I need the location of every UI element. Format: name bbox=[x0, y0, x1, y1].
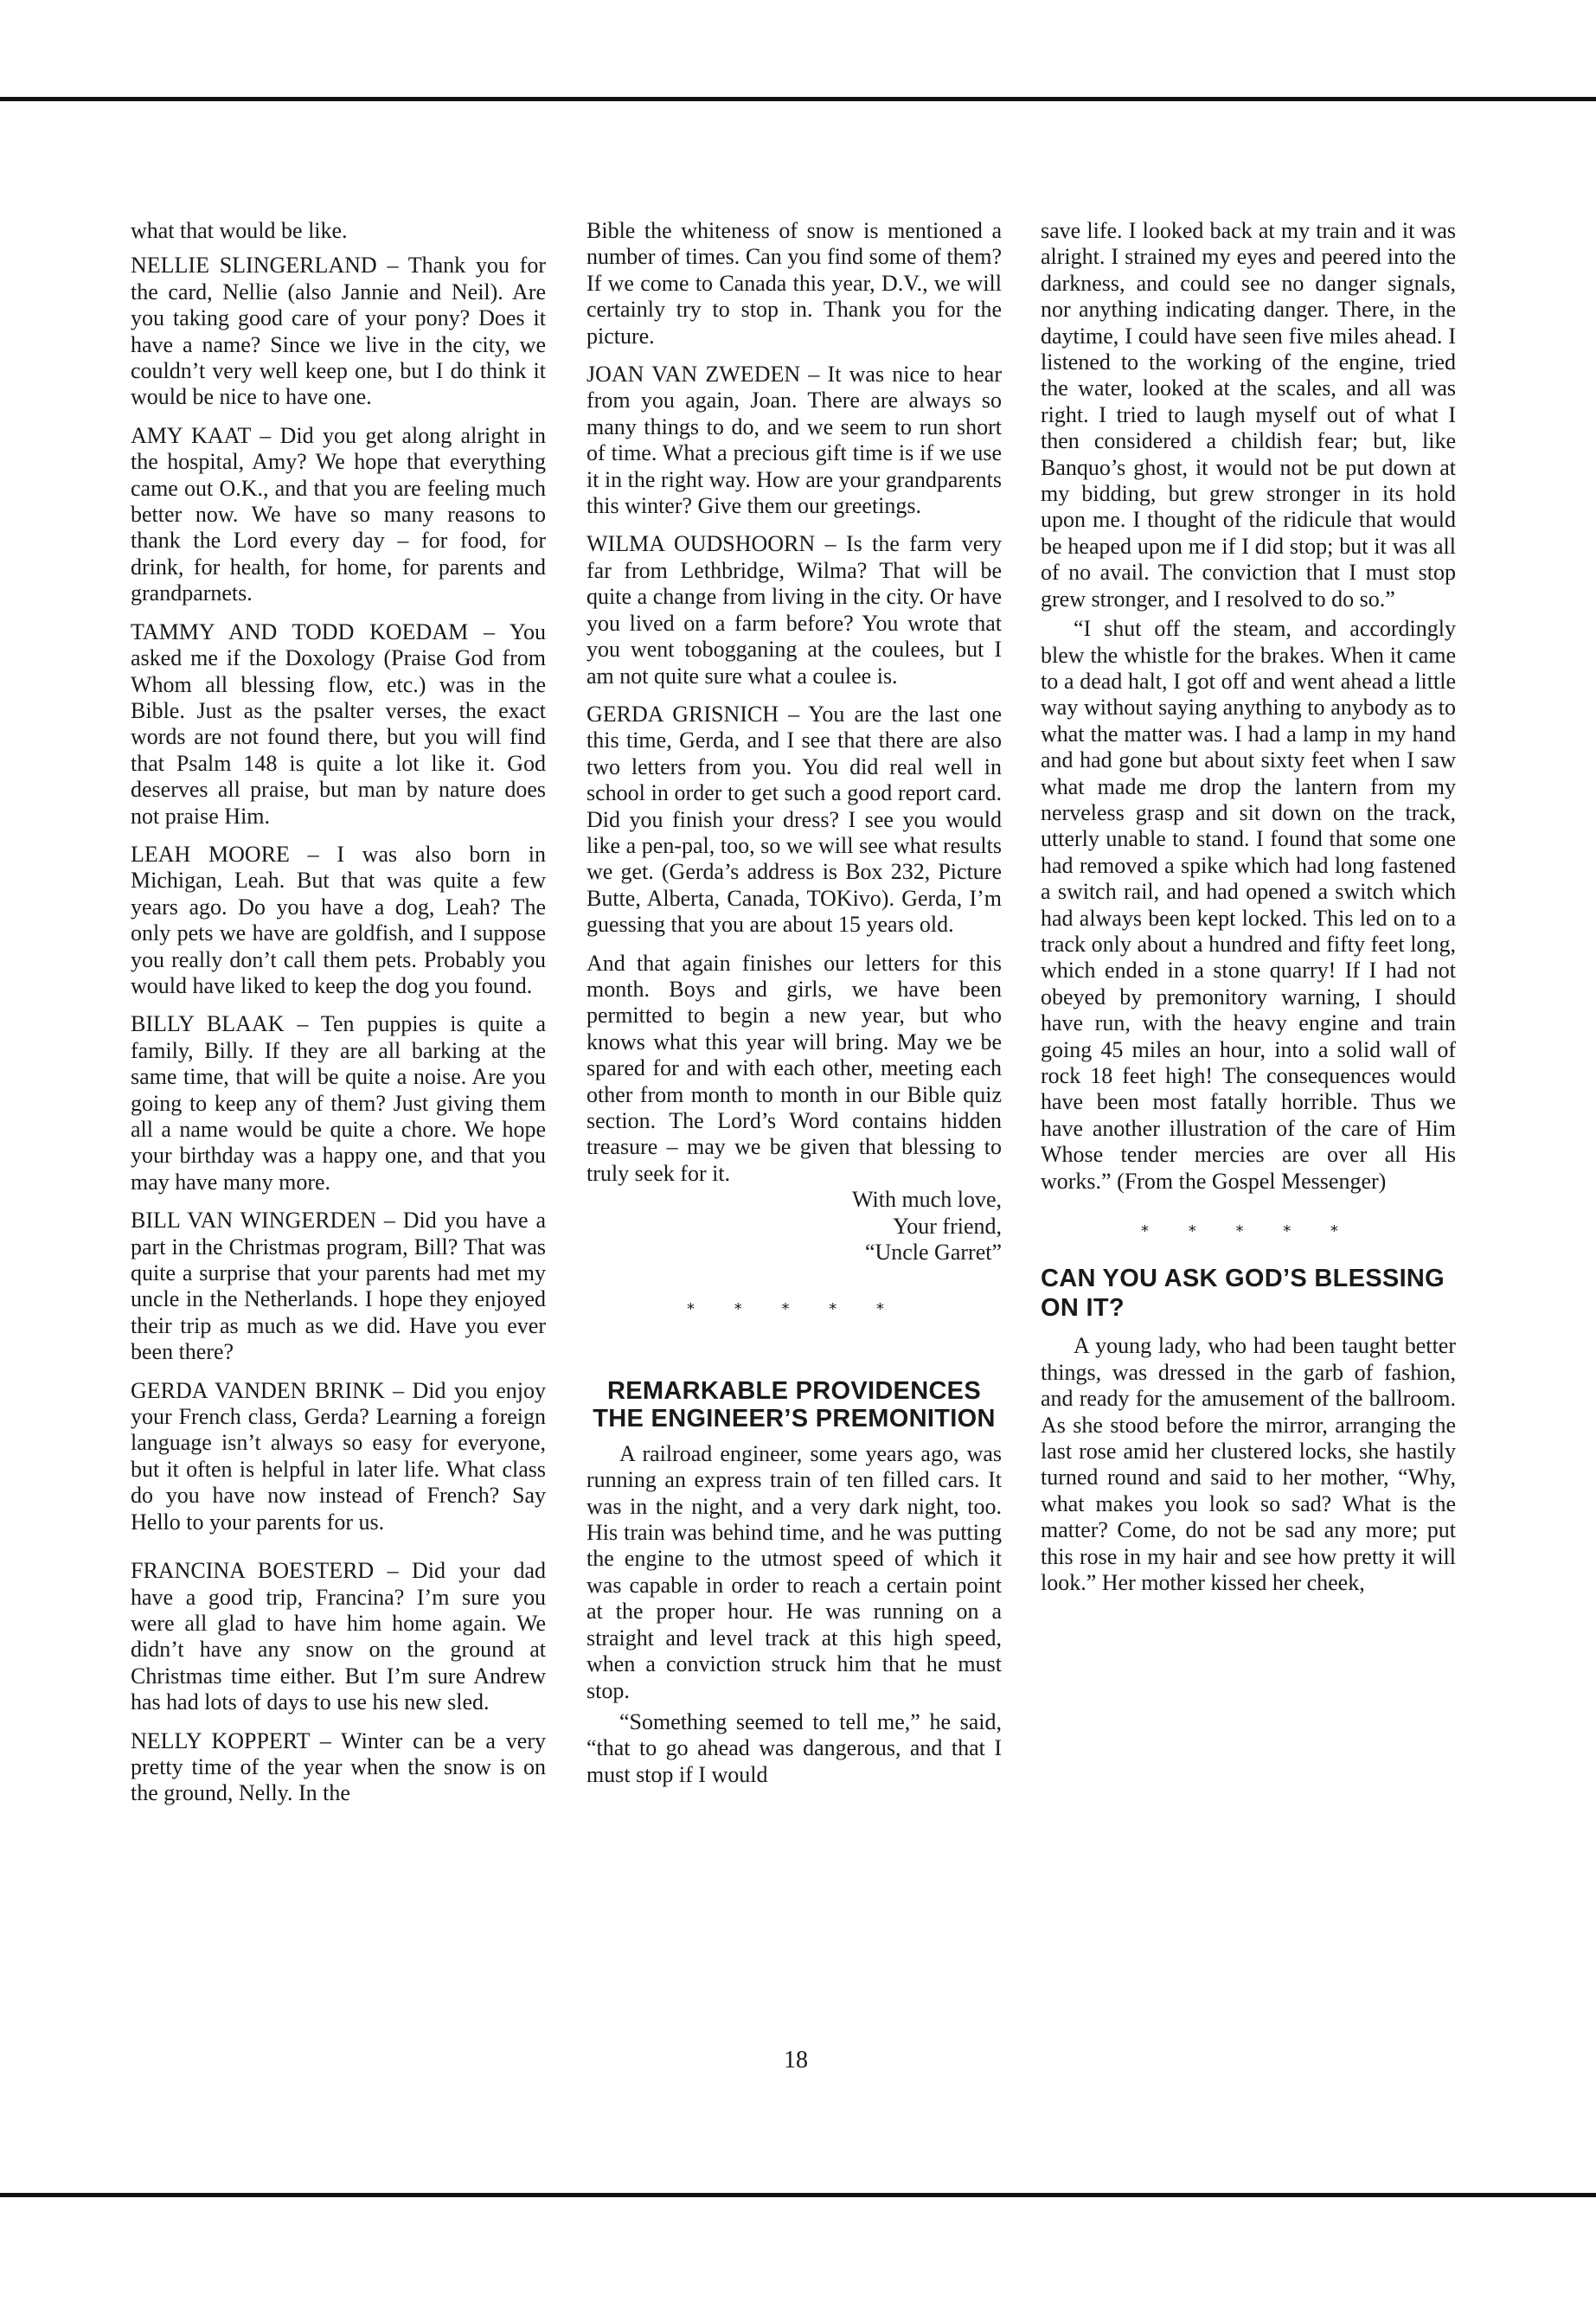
letter-reply-billy-blaak: BILLY BLAAK – Ten puppies is quite a family, Billy. If they are all barking at the same time, that will be quite a noise. Are you going to keep any of them? Just giving them all a name would be quite a chore. We hope your birthday was a happy one, and that you may have many more. bbox=[131, 1011, 546, 1195]
signoff-line: Your friend, bbox=[893, 1213, 1002, 1239]
letter-reply-leah-moore: LEAH MOORE – I was also born in Michigan, Leah. But that was quite a few years ago. Do you have a dog, Leah? The only pets we have are goldfish, and I suppose you really don’t call them pets. Probably you would have liked to keep the dog you found. bbox=[131, 841, 546, 998]
article-paragraph: “Something seemed to tell me,” he said, “that to go ahead was dangerous, and that I must stop if I would bbox=[586, 1708, 1002, 1787]
closing-paragraph: And that again finishes our letters for this month. Boys and girls, we have been permitted to begin a new year, but who knows what this year will bring. May we be spared for and with each other, meeting each other from month to month in our Bible quiz section. The Lord’s Word contains hidden treasure – may we be given that blessing to truly seek for it. bbox=[586, 950, 1002, 1186]
article-paragraph: A railroad engineer, some years ago, was running an express train of ten filled cars. It was in the night, and a very dark night, too. His train was behind time, and he was putting the engine to the utmost speed of which it was capable in order to reach a certain point at the proper hour. He was running on a straight and level track at this high speed, when a conviction struck him that he must stop. bbox=[586, 1440, 1002, 1703]
letter-reply-gerda-vanden-brink: GERDA VANDEN BRINK – Did you enjoy your French class, Gerda? Learning a foreign language isn’t always so easy for everyone, but it often is helpful in later life. What class do you have now instead of French? Say Hello to your parents for us. bbox=[131, 1377, 546, 1535]
page-top-border bbox=[0, 97, 1596, 101]
letter-reply-bill-van-wingerden: BILL VAN WINGERDEN – Did you have a part in the Christmas program, Bill? That was quite a surprise that your parents had met my uncle in the Netherlands. I hope they enjoyed their trip as much as we did. Have you ever been there? bbox=[131, 1208, 546, 1365]
letter-reply-joan-van-zweden: JOAN VAN ZWEDEN – It was nice to hear from you again, Joan. There are always so many things to do, and we seem to run short of time. What a precious gift time is if we use it in the right way. How are your grandparents this winter? Give them our greetings. bbox=[586, 362, 1002, 519]
letter-reply-francina-boesterd: FRANCINA BOESTERD – Did your dad have a good trip, Francina? I’m sure you were all glad to have him home again. We didn’t have any snow on the ground at Christmas time either. But I’m sure Andrew has had lots of days to use his new sled. bbox=[131, 1558, 546, 1715]
letter-reply-amy-kaat: AMY KAAT – Did you get along alright in the hospital, Amy? We hope that everything came out O.K., and that you are feeling much better now. We have so many reasons to thank the Lord every day – for food, for drink, for health, for home, for parents and grandparnets. bbox=[131, 422, 546, 606]
letter-reply-nelly-koppert: NELLY KOPPERT – Winter can be a very pretty time of the year when the snow is on the ground, Nelly. In the bbox=[131, 1727, 546, 1806]
article-headline bbox=[586, 1377, 1002, 1433]
section-divider: * * * * * bbox=[687, 1300, 901, 1319]
article-headline bbox=[1041, 1264, 1456, 1323]
column-middle bbox=[586, 218, 1002, 1800]
headline-line: REMARKABLE PROVIDENCES bbox=[607, 1376, 981, 1405]
headline-line: CAN YOU ASK GOD’S BLESSING bbox=[1041, 1265, 1445, 1293]
article-paragraph: save life. I looked back at my train and it was alright. I strained my eyes and peered into the darkness, and could see no danger signals, nor anything indicating danger. There, in the daytime, I could have seen five miles ahead. I listened to the working of the engine, tried the water, looked at the scales, and all was right. I tried to laugh myself out of what I then considered a childish fear; but, like Banquo’s ghost, it would not be put down at my bidding, but grew stronger in its hold upon me. I thought of the ridicule that would be heaped upon me if I did stop; but it was all of no avail. The conviction that I must stop grew stronger, and I resolved to do so.” bbox=[1041, 218, 1456, 612]
page-number: 18 bbox=[784, 2047, 808, 2073]
article-paragraph: A young lady, who had been taught better things, was dressed in the garb of fashion, and ready for the amusement of the ballroom. As she stood before the mirror, arranging the last rose amid her clustered locks, she hastily turned round and said to her mother, “Why, what makes you look so sad? What is the matter? Come, do not be sad any more; put this rose in my hair and see how pretty it will look.” Her mother kissed her cheek, bbox=[1041, 1333, 1456, 1596]
section-divider: * * * * * bbox=[1141, 1222, 1356, 1241]
headline-line: THE ENGINEER’S PREMONITION bbox=[593, 1404, 996, 1433]
headline-line: ON IT? bbox=[1041, 1294, 1125, 1323]
column-right bbox=[1041, 218, 1456, 1609]
signoff-line: With much love, bbox=[852, 1187, 1002, 1213]
letter-reply-tammy-todd-koedam: TAMMY AND TODD KOEDAM – You asked me if the Doxology (Praise God from Whom all blessing flow, etc.) was in the Bible. Just as the psalter verses, the exact words are not found there, but you will find that Psalm 148 is quite a lot like it. God deserves all praise, but man by nature does not praise Him. bbox=[131, 619, 546, 829]
paragraph: what that would be like. bbox=[131, 218, 348, 243]
paragraph: Bible the whiteness of snow is mentioned a number of times. Can you find some of them? If we come to Canada this year, D.V., we will certainly try to stop in. Thank you for the picture. bbox=[586, 218, 1002, 349]
letter-reply-nellie-slingerland: NELLIE SLINGERLAND – Thank you for the card, Nellie (also Jannie and Neil). Are you taking good care of your pony? Does it have a name? Since we live in the city, we couldn’t very well keep one, but I do think it would be nice to have one. bbox=[131, 253, 546, 410]
article-paragraph: “I shut off the steam, and accordingly blew the whistle for the brakes. When it came to a dead halt, I got off and went ahead a little way without saying anything to anybody as to what the matter was. I had a lamp in my hand and had gone but about sixty feet when I saw what made me drop the lantern from my nerveless grasp and sit down on the track, utterly unable to stand. I found that some one had removed a spike which had long fastened a switch rail, and had opened a switch which had always been kept locked. This led on to a track only about a hundred and fifty feet long, which ended in a stone quarry! If I had not obeyed by premonitory warning, I should have run, with the heavy engine and train going 45 miles an hour, into a solid wall of rock 18 feet high! The consequences would have been most fatally horrible. Thus we have another illustration of the care of Him Whose tender mercies are over all His works.” (From the Gospel Messenger) bbox=[1041, 616, 1456, 1194]
column-left bbox=[131, 218, 546, 1819]
letter-reply-wilma-oudshoorn: WILMA OUDSHOORN – Is the farm very far from Lethbridge, Wilma? That will be quite a change from living in the city. Or have you lived on a farm before? You wrote that you went tobogganing at the coulees, but I am not quite sure what a coulee is. bbox=[586, 531, 1002, 689]
signoff-signature: “Uncle Garret” bbox=[864, 1240, 1002, 1266]
page-bottom-border bbox=[0, 2193, 1596, 2197]
letter-reply-gerda-grisnich: GERDA GRISNICH – You are the last one this time, Gerda, and I see that there are also two letters from you. You did real well in school in order to get such a good report card. Did you finish your dress? I see you would like a pen-pal, too, so we will see what results we get. (Gerda’s address is Box 232, Picture Butte, Alberta, Canada, TOKivo). Gerda, I’m guessing that you are about 15 years old. bbox=[586, 701, 1002, 938]
